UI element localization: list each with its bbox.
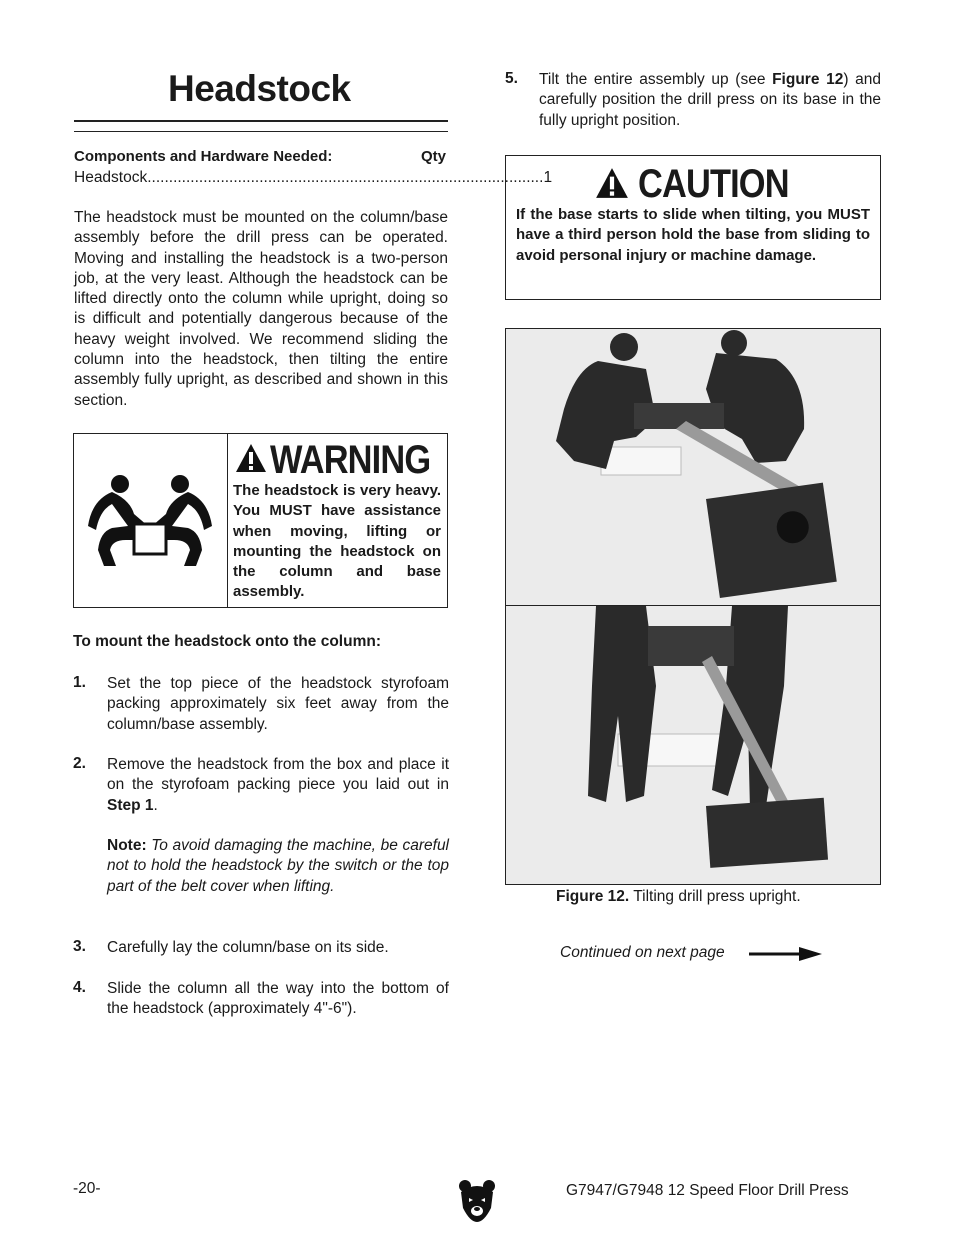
figure-caption-text: Tilting drill press upright.: [629, 888, 801, 905]
part-qty: 1: [543, 169, 553, 186]
step-2-text: [107, 755, 449, 816]
warning-word: WARNING: [270, 438, 431, 482]
parts-row: [74, 169, 553, 187]
procedure-heading: To mount the headstock onto the column:: [73, 633, 381, 650]
step-2-text-pre: Remove the headstock from the box and place it on the styrofoam packing piece you laid out in: [107, 756, 449, 794]
page-title: Headstock: [168, 68, 351, 109]
step-5-text-pre: Tilt the entire assembly up (see: [539, 71, 773, 88]
step-1-text: Set the top piece of the headstock styrofoam packing approximately six feet away from the column/base assembly.: [107, 675, 449, 733]
step-2-step-ref: Step 1: [107, 796, 154, 814]
note-paragraph: [107, 836, 449, 897]
model-name: G7947/G7948 12 Speed Floor Drill Press: [566, 1182, 849, 1199]
step-5-figure-ref: Figure 12: [772, 71, 844, 88]
page-number: -20-: [73, 1180, 101, 1197]
step-1-number: 1.: [73, 674, 86, 691]
caution-word: CAUTION: [638, 162, 789, 206]
grizzly-bear-logo-icon: [458, 1178, 496, 1222]
part-leader-dots: ............................................................................................: [147, 169, 544, 186]
warning-text: The headstock is very heavy. You MUST have assistance when moving, lifting or mounting the headstock on the column and base assembly.: [233, 482, 441, 601]
step-2-text-post: .: [153, 796, 158, 814]
step-5-number: 5.: [505, 70, 518, 87]
caution-exclamation-triangle-icon: [594, 166, 630, 200]
continued-note: Continued on next page: [560, 944, 725, 961]
title-rule-thin: [74, 131, 448, 132]
intro-paragraph: The headstock must be mounted on the column/base assembly before the drill press can be operated. Moving and installing the headstock is a two-person job, at the very least. Although the headstock can be lifted directly onto the column while upright, doing so is difficult and potentially dangerous because of the heavy weight involved. We recommend sliding the column into the headstock, then tilting the entire assembly fully upright, as described and shown in this section.: [74, 209, 448, 409]
warning-divider: [227, 433, 228, 608]
figure-12-photo-top-illustration: [506, 329, 880, 605]
warning-exclamation-triangle-icon: [234, 442, 268, 474]
qty-header: Qty: [420, 148, 446, 165]
step-2-number: 2.: [73, 755, 86, 772]
continued-arrow-icon: [749, 946, 823, 962]
step-5-text-post: ) and carefully position the drill press on its base in the fully upright position.: [539, 71, 881, 129]
note-label: Note:: [107, 837, 147, 854]
components-header-label: Components and Hardware Needed:: [74, 148, 333, 165]
components-header: [74, 148, 446, 165]
figure-12-photo-bottom: [505, 605, 881, 885]
figure-caption: [556, 888, 801, 906]
step-3-text: Carefully lay the column/base on its side.: [107, 939, 389, 956]
part-name: Headstock: [74, 169, 148, 186]
step-4-number: 4.: [73, 979, 86, 996]
figure-12-photo-bottom-illustration: [506, 606, 880, 884]
figure-12-photo-top: [505, 328, 881, 606]
step-4-text: Slide the column all the way into the bottom of the headstock (approximately 4"-6").: [107, 980, 449, 1018]
step-5-text: [539, 70, 881, 131]
figure-label: Figure 12.: [556, 888, 630, 905]
note-text: To avoid damaging the machine, be careful not to hold the headstock by the switch or the top part of the belt cover when lifting.: [107, 837, 450, 895]
caution-text: If the base starts to slide when tilting, you MUST have a third person hold the base from sliding to avoid personal injury or machine damage.: [516, 206, 870, 264]
two-person-lift-icon: [82, 470, 218, 566]
step-3-number: 3.: [73, 938, 86, 955]
title-rule-thick: [74, 120, 448, 122]
